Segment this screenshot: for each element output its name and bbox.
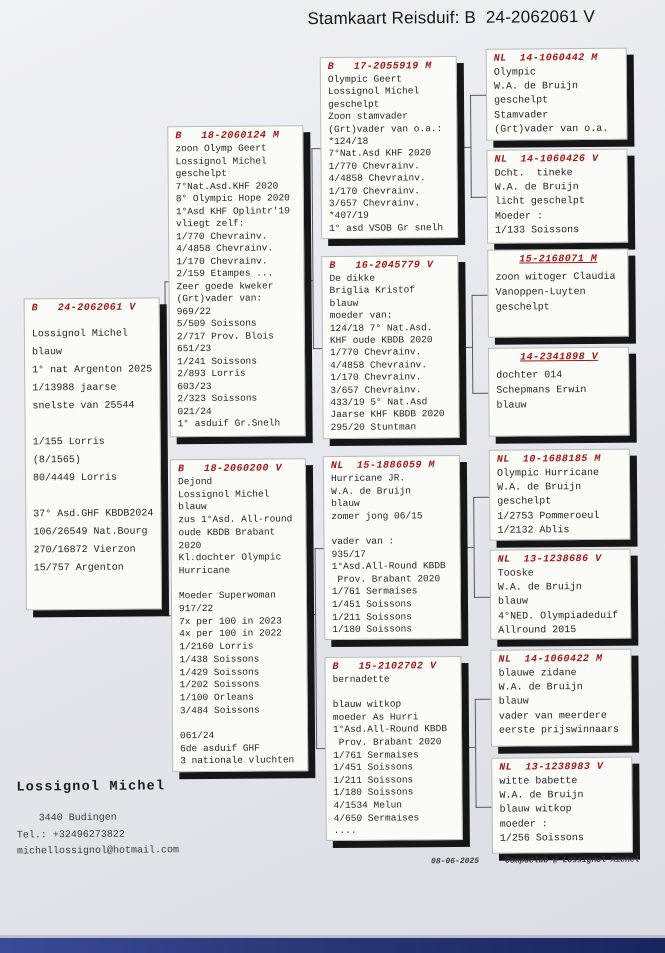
pedigree-details <box>495 270 621 316</box>
pedigree-text-line: Stamvader <box>494 109 549 122</box>
pedigree-connector-line <box>316 748 325 749</box>
pedigree-text-line: 1/438 Soissons <box>179 653 260 666</box>
pedigree-text-line: blauw <box>178 501 207 513</box>
pedigree-text-line: vliegt zelf: <box>175 217 245 230</box>
breeder-address: 3440 Budingen <box>38 812 117 825</box>
pedigree-text-line: blauw <box>31 347 63 359</box>
pedigree-text-line <box>180 717 301 731</box>
ring-number: NL 15-1886059 M <box>330 460 435 473</box>
pedigree-text-line: 1/180 Soissons <box>332 623 413 636</box>
pedigree-box <box>24 297 162 610</box>
pedigree-text-line: 917/22 <box>178 602 214 615</box>
pedigree-text-line: 3/657 Chevrainv. <box>328 197 421 210</box>
pedigree-text-line: Lossignol Michel <box>175 155 267 167</box>
ring-number: NL 10-1688185 M <box>496 453 601 466</box>
pedigree-text-line: Lossignol Michel <box>178 488 270 500</box>
pedigree-text-line: 3 nationale vluchten <box>180 754 295 767</box>
pedigree-text-line: 7°Nat.Asd.KHF 2020 <box>175 179 279 192</box>
pedigree-text-line: De dikke <box>329 272 376 285</box>
ring-number: B 18-2060200 V <box>177 463 282 476</box>
pedigree-text-line: 2/893 Lorris <box>177 367 246 380</box>
pedigree-text-line: 1/170 Chevrainv. <box>330 371 422 384</box>
pedigree-text-line: 106/26549 Nat.Bourg <box>33 526 148 539</box>
ring-number: NL 14-1060426 V <box>494 153 599 166</box>
pedigree-box <box>323 455 461 640</box>
pedigree-text-line: 1/256 Soissons <box>499 832 584 845</box>
pedigree-text-line: 1°Asd.All-Round KBDB <box>331 560 446 573</box>
pedigree-text-line: Olympic Hurricane <box>496 467 600 480</box>
pedigree-text-line: W.A. de Bruijn <box>331 484 411 497</box>
pedigree-text-line: 37° Asd.GHF KBDB2024 <box>33 508 154 521</box>
pedigree-text-line: 021/24 <box>177 405 212 417</box>
pedigree-text-line: 1/451 Soissons <box>333 761 414 774</box>
pedigree-text-line: Prov. Brabant 2020 <box>333 736 442 748</box>
pedigree-text-line: witte babette <box>499 776 578 788</box>
pedigree-text-line: blauw <box>331 497 360 510</box>
pedigree-text-line: 1/770 Chevrainv. <box>329 346 422 359</box>
pedigree-text-line: 651/23 <box>176 342 212 355</box>
pedigree-connector-line <box>471 197 487 198</box>
ring-number: 15-2168071 M <box>519 253 598 266</box>
ring-number: 14-2341898 V <box>520 351 599 364</box>
pedigree-text-line: zus 1°Asd. All-round <box>178 513 293 526</box>
pedigree-connector-line <box>313 348 322 349</box>
pedigree-text-line: 4/650 Sermaises <box>333 811 420 824</box>
pedigree-text-line: Prov. Brabant 2020 <box>331 572 441 585</box>
pedigree-text-line: vader van : <box>331 535 395 547</box>
pedigree-text-line: 2/717 Prov. Blois <box>176 329 274 342</box>
pedigree-text-line: geschelpt <box>494 95 549 108</box>
pedigree-connector-line <box>472 295 488 296</box>
pedigree-text-line: eerste prijswinnaars <box>498 724 620 737</box>
pedigree-connector-line <box>470 95 486 96</box>
pedigree-text-line: Vanoppen-Luyten <box>495 287 586 299</box>
pedigree-connector-line <box>315 548 318 749</box>
pedigree-text-line: 270/16872 Vierzon <box>33 544 136 557</box>
pedigree-text-line: Tooske <box>497 568 534 580</box>
pedigree-text-line: 935/17 <box>331 548 366 560</box>
pedigree-connector-line <box>476 807 492 808</box>
pedigree-text-line: Lossignol Michel <box>31 328 128 341</box>
pedigree-box <box>321 255 459 439</box>
footer-date: 08-06-2025 <box>430 856 480 867</box>
pedigree-connector-line <box>475 699 477 808</box>
pedigree-connector-line <box>474 597 490 598</box>
ring-number: B 16-2045779 V <box>329 260 434 273</box>
pedigree-box <box>170 458 308 772</box>
pedigree-text-line: 603/23 <box>177 380 212 392</box>
ring-number: B 17-2055919 M <box>327 61 432 74</box>
pedigree-text-line: 1°Asd.All-Round KBDB <box>332 723 448 736</box>
pedigree-text-line: Moeder Superwoman <box>178 589 276 602</box>
pedigree-text-line <box>331 522 453 536</box>
pedigree-details <box>178 475 301 768</box>
breeder-name: Lossignol Michel <box>16 779 166 796</box>
pedigree-text-line: 2/159 Etampes ... <box>176 267 274 280</box>
pedigree-details <box>499 775 626 847</box>
pedigree-text-line: 1° asduif Gr.Snelh <box>177 417 281 430</box>
pedigree-text-line: 1/170 Chevrainv. <box>176 255 268 267</box>
pedigree-text-line: 1/155 Lorris <box>32 436 105 449</box>
pedigree-text-line: zoon Olymp Geert <box>175 142 267 155</box>
pedigree-connector-line <box>475 699 491 700</box>
pedigree-box <box>491 757 633 854</box>
pedigree-text-line: Kl.dochter Olympic <box>178 551 282 564</box>
pedigree-connector-line <box>462 747 476 748</box>
pedigree-text-line: 6de asduif GHF <box>180 742 261 754</box>
pedigree-text-line <box>179 577 300 591</box>
pedigree-box <box>486 48 628 141</box>
pedigree-details <box>496 368 622 414</box>
pedigree-text-line: 1/770 Chevrainv. <box>176 230 268 242</box>
pedigree-text-line: blauw <box>329 297 359 309</box>
pedigree-text-line: (8/1565) <box>32 454 81 467</box>
pedigree-text-line: 295/20 Stuntman <box>330 421 417 433</box>
pedigree-box <box>490 549 632 640</box>
pedigree-connector-line <box>472 295 474 394</box>
pedigree-text-line: blauw <box>498 696 529 709</box>
pedigree-connector-line <box>461 547 475 548</box>
pedigree-details <box>497 467 624 539</box>
pedigree-text-line: snelste van 25544 <box>32 400 135 413</box>
pedigree-text-line: W.A. de Bruijn <box>497 482 582 494</box>
pedigree-text-line: Zeer goede kweker <box>176 279 274 292</box>
pedigree-details <box>329 272 452 434</box>
pedigree-text-line: 1/180 Soissons <box>333 786 414 799</box>
pedigree-text-line: 1/202 Soissons <box>179 678 260 691</box>
pedigree-text-line: Moeder : <box>494 210 544 223</box>
pedigree-text-line: Olympic Geert <box>327 73 403 86</box>
pedigree-text-line: bernadette <box>332 673 390 686</box>
pedigree-text-line: moeder As Hurri <box>332 711 419 723</box>
pedigree-text-line: W.A. de Bruijn <box>498 682 583 694</box>
breeder-phone: Tel.: +32496273822 <box>16 829 125 841</box>
pedigree-box <box>486 149 628 244</box>
pedigree-text-line: 4/4858 Chevrainv. <box>328 172 426 185</box>
pedigree-text-line: 1/429 Soissons <box>179 666 260 678</box>
pedigree-text-line: 1/761 Sermaises <box>331 585 418 598</box>
pedigree-text-line: 969/22 <box>176 305 211 317</box>
pedigree-text-line: geschelpt <box>497 496 552 509</box>
pedigree-text-line: geschelpt <box>175 167 227 180</box>
pedigree-text-line: Allround 2015 <box>498 624 577 637</box>
pedigree-text-line: (Grt)vader van o.a. <box>494 123 609 136</box>
pedigree-text-line: 1/13988 jaarse <box>32 382 117 395</box>
ring-number: NL 14-1060442 M <box>493 52 598 65</box>
pedigree-text-line: 5/509 Soissons <box>176 317 257 330</box>
ring-number: B 18-2060124 M <box>175 130 280 143</box>
pedigree-details <box>328 73 451 235</box>
photo-edge-bar <box>0 938 665 953</box>
pedigree-details <box>499 667 626 739</box>
pedigree-text-line: 7x per 100 in 2023 <box>179 615 282 627</box>
footer-credit: Compuclub @ Lossignol Michel <box>505 855 640 866</box>
pedigree-text-line: moeder van: <box>329 309 393 322</box>
pedigree-connector-line <box>470 95 472 198</box>
pedigree-text-line: 2/323 Soissons <box>177 392 258 405</box>
pedigree-text-line: 1/770 Chevrainv. <box>328 160 420 172</box>
pedigree-text-line: 4/4858 Chevrainv. <box>176 242 274 255</box>
pedigree-text-line: Zoon stamvader <box>328 110 409 123</box>
ring-number: NL 13-1238686 V <box>497 553 602 566</box>
pedigree-connector-line <box>473 497 489 498</box>
pedigree-text-line: blauw <box>496 400 527 412</box>
pedigree-text-line: 1° nat Argenton 2025 <box>32 364 153 377</box>
pedigree-text-line: moeder : <box>499 818 548 831</box>
ring-number: NL 14-1060422 M <box>498 653 603 666</box>
pedigree-text-line: (Grt)vader van o.a.: <box>328 122 443 135</box>
pedigree-box <box>320 56 458 239</box>
pedigree-text-line: 1°Asd KHF Oplintr'19 <box>175 204 290 217</box>
pedigree-text-line: 061/24 <box>179 729 215 742</box>
pedigree-text-line: 2020 <box>178 539 202 551</box>
pedigree-text-line: 1/241 Soissons <box>177 355 257 367</box>
ring-number: NL 13-1238983 V <box>499 761 604 774</box>
pedigree-text-line: 3/657 Chevrainv. <box>330 383 422 396</box>
pedigree-box <box>487 249 629 338</box>
pedigree-box <box>489 449 631 541</box>
pedigree-text-line: 1/2132 Ablis <box>497 524 570 537</box>
pedigree-text-line <box>333 686 455 700</box>
pedigree-text-line: 1/133 Soissons <box>495 224 580 237</box>
pedigree-box <box>490 649 632 747</box>
pedigree-text-line: 433/19 5° Nat.Asd <box>330 396 428 409</box>
pedigree-text-line: Hurricane JR. <box>330 472 406 485</box>
connector-lines <box>0 0 661 3</box>
pedigree-text-line: blauwe zidane <box>498 668 577 680</box>
pedigree-text-line: vader van meerdere <box>498 710 607 723</box>
pedigree-text-line: blauw <box>497 596 529 609</box>
pedigree-text-line: .... <box>333 824 357 837</box>
pedigree-text-line: dochter 014 <box>496 370 563 382</box>
pedigree-text-line: 8° Olympic Hope 2020 <box>175 192 290 205</box>
pedigree-text-line: 4x per 100 in 2022 <box>179 627 282 640</box>
breeder-email: michellossignol@hotmail.com <box>16 845 180 858</box>
pedigree-text-line: 1/761 Sermaises <box>333 748 419 761</box>
pedigree-text-line: Hurricane <box>178 564 231 577</box>
pedigree-connector-line <box>459 347 473 348</box>
pedigree-text-line: (Grt)vader van: <box>176 292 263 305</box>
pedigree-details <box>175 142 298 430</box>
pedigree-box <box>167 125 305 437</box>
pedigree-box <box>324 656 462 841</box>
pedigree-text-line: 80/4449 Lorris <box>32 472 118 485</box>
pedigree-text-line: 1/100 Orleans <box>179 691 254 704</box>
pedigree-text-line: geschelpt <box>328 98 380 110</box>
pedigree-text-line: *407/19 <box>328 210 369 222</box>
pedigree-text-line: licht geschelpt <box>494 196 585 209</box>
pedigree-text-line: 4/1534 Melun <box>333 799 403 811</box>
pedigree-text-line: 1/211 Soissons <box>333 774 414 786</box>
pedigree-text-line: Schepmans Erwin <box>496 385 587 397</box>
pedigree-text-line: 4/4858 Chevrainv. <box>330 359 428 371</box>
pedigree-details <box>333 673 456 838</box>
pedigree-text-line: W.A. de Bruijn <box>499 790 584 802</box>
ring-number: B 15-2102702 V <box>332 661 437 674</box>
pedigree-connector-line <box>472 393 488 394</box>
pedigree-connector-line <box>315 548 324 549</box>
contact-block <box>16 779 179 861</box>
ring-number: B 24-2062061 V <box>31 302 136 315</box>
footer <box>431 856 640 867</box>
pedigree-details <box>331 472 454 637</box>
pedigree-text-line: blauw witkop <box>499 804 572 817</box>
pedigree-details <box>32 325 155 578</box>
pedigree-text-line: geschelpt <box>495 302 550 314</box>
pedigree-text-line: Briglia Kristof <box>329 284 416 297</box>
pedigree-text-line: 1/211 Soissons <box>332 610 412 623</box>
pedigree-text-line: 124/18 7° Nat.Asd. <box>329 321 433 334</box>
pedigree-details <box>498 567 625 639</box>
pedigree-text-line <box>33 415 154 434</box>
pedigree-details <box>495 167 622 239</box>
pedigree-text-line: blauw witkop <box>332 698 402 711</box>
pedigree-text-line: 7°Nat.Asd KHF 2020 <box>328 147 432 160</box>
pedigree-text-line: *124/18 <box>328 135 369 148</box>
pedigree-connector-line <box>457 147 471 148</box>
pedigree-text-line: Dejond <box>177 475 213 488</box>
pedigree-text-line: Dcht. tineke <box>494 168 573 180</box>
pedigree-text-line: W.A. de Bruijn <box>493 81 579 93</box>
pedigree-connector-line <box>311 148 314 349</box>
pedigree-text-line: 1/2753 Pommeroeul <box>497 510 600 523</box>
pedigree-connector-line <box>311 148 320 149</box>
pedigree-text-line: oude KBDB Brabant <box>178 526 276 539</box>
pedigree-box <box>488 347 630 437</box>
pedigree-text-line: 1/170 Chevrainv. <box>328 184 421 197</box>
pedigree-text-line: 4°NED. Olympiadeduif <box>498 610 619 623</box>
pedigree-text-line: W.A. de Bruijn <box>497 582 582 594</box>
pedigree-text-line: 15/757 Argenton <box>33 562 124 575</box>
pedigree-connector-line <box>473 497 475 598</box>
pedigree-text-line <box>33 487 154 506</box>
pedigree-text-line: zoon witoger Claudia <box>495 271 616 284</box>
pedigree-details <box>494 66 621 138</box>
pedigree-text-line: 1/451 Soissons <box>331 598 412 610</box>
page-title: Stamkaart Reisduif: B 24-2062061 V <box>307 6 596 29</box>
pedigree-connector-line <box>164 281 168 616</box>
pedigree-text-line: Jaarse KHF KBDB 2020 <box>330 408 445 421</box>
pedigree-text-line: zomer jong 06/15 <box>331 510 423 522</box>
pedigree-text-line: 1° asd VSOB Gr snelh <box>329 221 444 234</box>
pedigree-text-line: Olympic <box>493 67 536 79</box>
pedigree-text-line: KHF oude KBDB 2020 <box>329 334 433 347</box>
pedigree-text-line: Lossignol Michel <box>327 85 420 98</box>
pedigree-text-line: 3/484 Soissons <box>179 704 260 716</box>
pedigree-text-line: 1/2160 Lorris <box>179 640 254 653</box>
pedigree-text-line: W.A. de Bruijn <box>494 182 579 194</box>
